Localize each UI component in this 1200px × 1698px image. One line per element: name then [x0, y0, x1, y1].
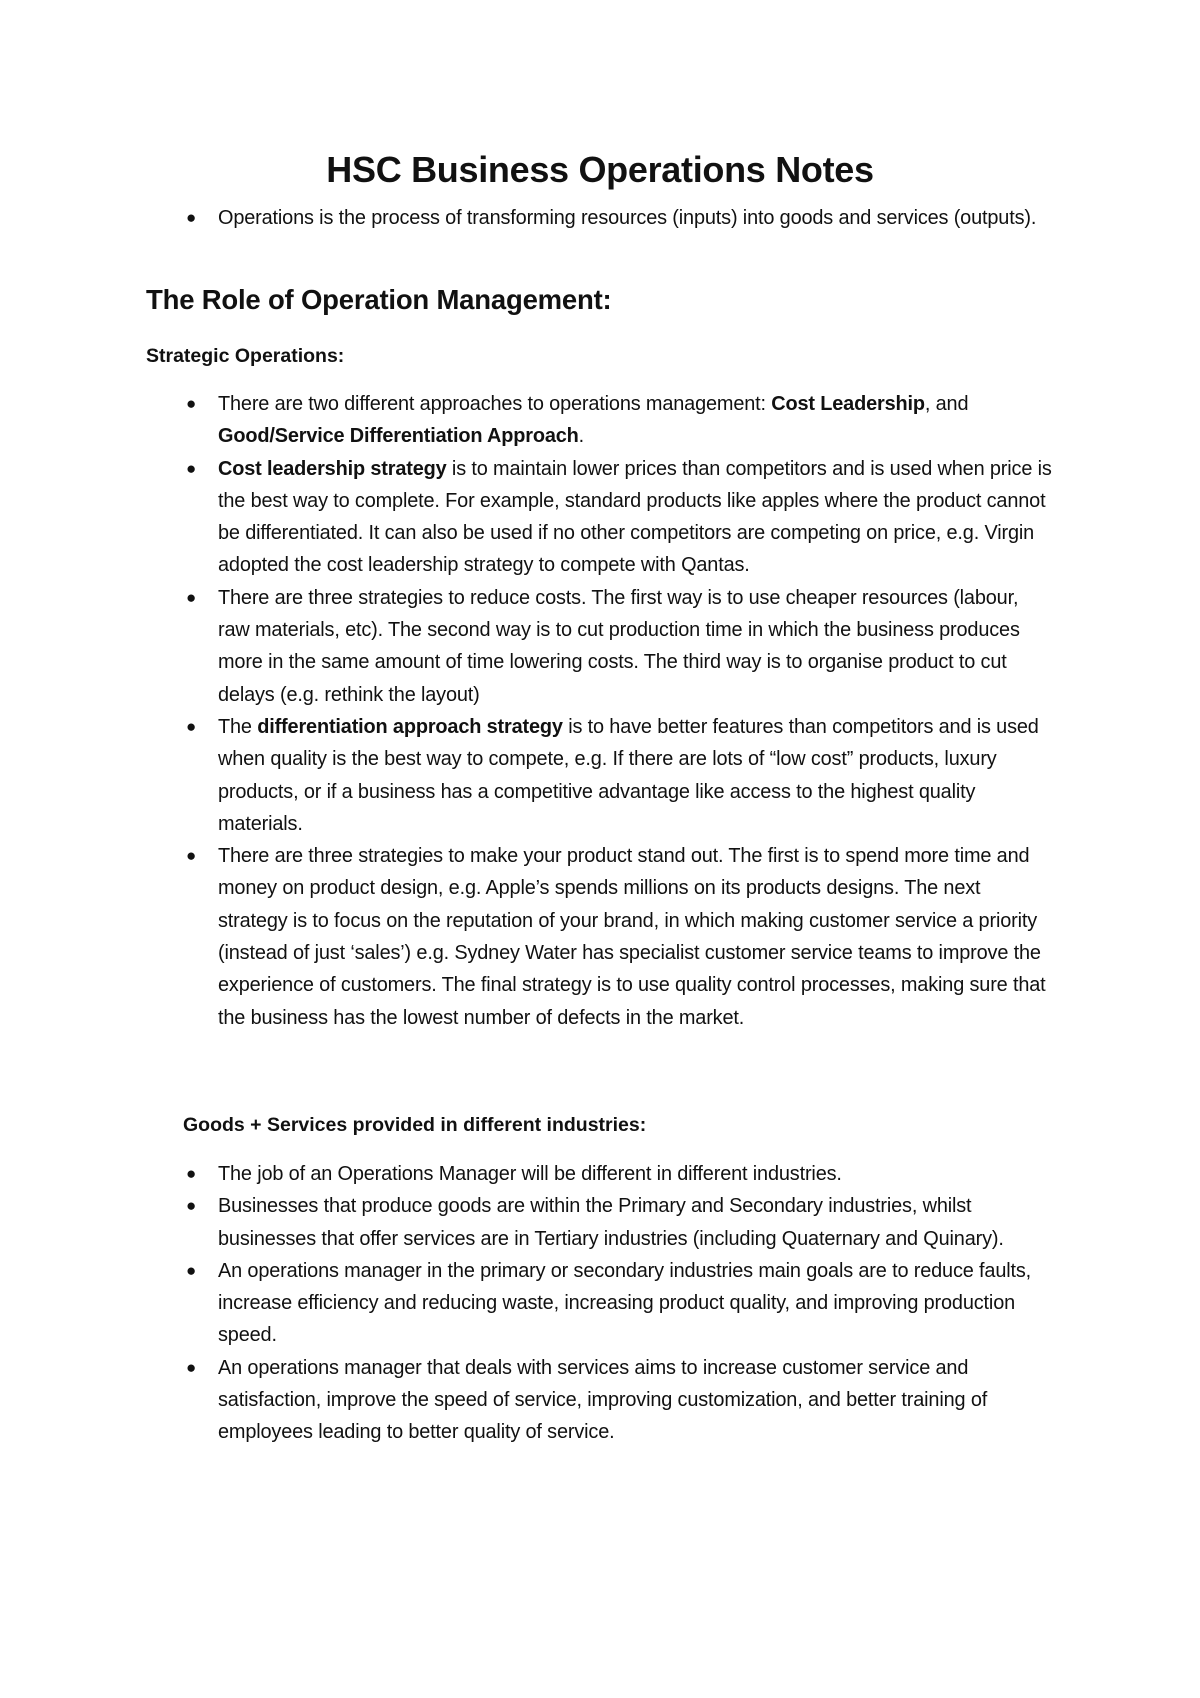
- bullet-icon: ●: [185, 587, 197, 607]
- bullet-icon: ●: [185, 208, 197, 227]
- bullet-icon: ●: [185, 394, 197, 413]
- strategic-bullet-list: [0, 388, 1053, 1034]
- bullet-icon: ●: [185, 1357, 197, 1377]
- text-run: The job of an Operations Manager will be different in different industries.: [218, 1163, 842, 1185]
- intro-bullet-list: [0, 202, 1053, 234]
- list-item-text: [218, 1260, 1031, 1347]
- bullet-icon: ●: [185, 1196, 197, 1216]
- document-title: HSC Business Operations Notes: [326, 149, 874, 190]
- text-run: Businesses that produce goods are within the Primary and Secondary industries, whilst businesses that offer services are in Tertiary industries (including Quaternary and Quinary).: [218, 1195, 1004, 1250]
- bullet-icon: ●: [185, 716, 197, 736]
- list-item: [0, 1190, 1053, 1255]
- bold-term: Cost Leadership: [771, 393, 925, 415]
- bullet-icon: ●: [185, 1260, 197, 1280]
- list-item-text: [218, 207, 1036, 229]
- text-run: , and: [924, 393, 969, 415]
- list-item: [0, 840, 1053, 1034]
- list-item-text: [218, 716, 1039, 835]
- bold-term: Cost leadership strategy: [218, 457, 447, 480]
- text-run: is to have better features than competitors and is used when quality is the best way to compete, e.g. If there are lots of “low cost” products, luxury products, or if a business has a competitive advantage like access to the highest quality materials.: [218, 715, 1039, 835]
- text-run: There are three strategies to reduce costs. The first way is to use cheaper resources (labour, raw materials, etc). The second way is to cut production time in which the business produces more in the same amount of time lowering costs. The third way is to organise product to cut delays (e.g. rethink the layout): [218, 586, 1020, 706]
- list-item: [0, 1255, 1053, 1352]
- strategic-operations-heading: Strategic Operations:: [146, 345, 345, 367]
- text-run: .: [578, 425, 585, 448]
- bullet-icon: ●: [185, 1164, 197, 1183]
- list-item: [0, 582, 1053, 711]
- list-item: [0, 453, 1053, 582]
- list-item-text: [218, 1357, 987, 1444]
- bullet-icon: ●: [185, 458, 197, 478]
- bold-term: Good/Service Differentiation Approach: [218, 425, 579, 448]
- list-item: [0, 202, 1053, 234]
- list-item-text: [218, 845, 1046, 1028]
- list-item-text: [218, 1163, 842, 1185]
- bullet-icon: ●: [185, 846, 197, 866]
- bold-term: differentiation approach strategy: [257, 715, 563, 738]
- list-item-text: [218, 393, 968, 447]
- text-run: There are two different approaches to operations management:: [218, 393, 772, 415]
- section-heading: The Role of Operation Management:: [146, 284, 612, 315]
- list-item: [0, 711, 1053, 840]
- industries-bullet-list: [0, 1158, 1053, 1449]
- text-run: There are three strategies to make your product stand out. The first is to spend more time and money on product design, e.g. Apple’s spends millions on its products designs. The next strategy is to focus on the reputation of your brand, in which making customer service a priority (instead of just ‘sales’) e.g. Sydney Water has specialist customer service teams to improve the experience of customers. The final strategy is to use quality control processes, making sure that the business has the lowest number of defects in the market.: [218, 845, 1046, 1029]
- list-item: [0, 1158, 1053, 1190]
- text-run: An operations manager in the primary or secondary industries main goals are to reduce faults, increase efficiency and reducing waste, increasing product quality, and improving production speed.: [218, 1259, 1032, 1347]
- list-item-text: [218, 1195, 1004, 1249]
- text-run: The: [218, 715, 258, 738]
- list-item: [0, 388, 1053, 453]
- list-item-text: [218, 587, 1020, 706]
- list-item-text: [218, 458, 1052, 577]
- text-run: is to maintain lower prices than competitors and is used when price is the best way to complete. For example, standard products like apples where the product cannot be differentiated. It can also be used if no other competitors are competing on price, e.g. Virgin adopted the cost leadership strategy to compete with Qantas.: [218, 457, 1052, 577]
- text-run: An operations manager that deals with services aims to increase customer service and satisfaction, improve the speed of service, improving customization, and better training of employees leading to better quality of service.: [218, 1356, 988, 1444]
- list-item: [0, 1352, 1053, 1449]
- industries-heading: Goods + Services provided in different industries:: [183, 1114, 647, 1136]
- text-run: Operations is the process of transforming resources (inputs) into goods and services (outputs).: [218, 207, 1037, 229]
